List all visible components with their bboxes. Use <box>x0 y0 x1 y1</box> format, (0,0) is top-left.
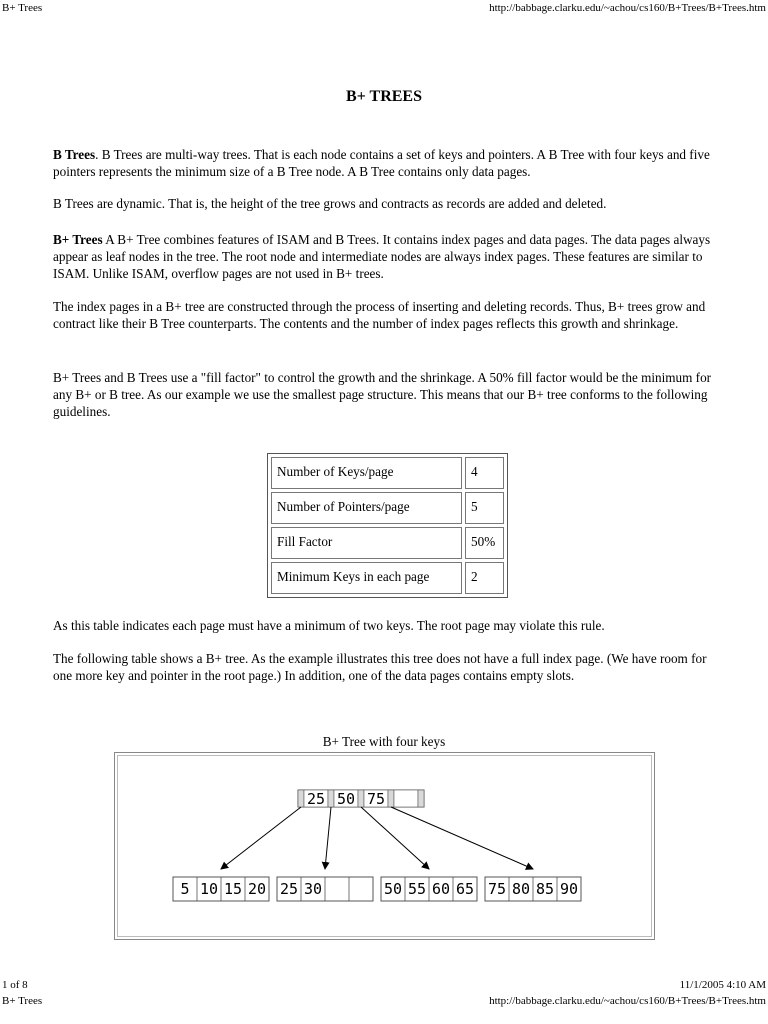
figure-caption: B+ Tree with four keys <box>322 734 446 749</box>
root-key-cell <box>394 790 418 807</box>
footer-url: http://babbage.clarku.edu/~achou/cs160/B+Trees/B+Trees.htm <box>489 995 766 1007</box>
table-cell-value: 5 <box>465 492 504 524</box>
leaf-key: 10 <box>199 880 219 898</box>
table-row <box>271 527 504 559</box>
table-row <box>271 492 504 524</box>
term-b-plus-trees: B+ Trees <box>53 232 103 247</box>
table-cell-label: Minimum Keys in each page <box>271 562 462 594</box>
page-title: B+ TREES <box>346 88 422 105</box>
table-cell-label: Number of Pointers/page <box>271 492 462 524</box>
paragraph-index-pages: The index pages in a B+ tree are constructed through the process of inserting and deleting records. Thus, B+ trees grow and contract like their B Tree counterparts. The contents and the number of index pages reflects this growth and shrinkage. <box>53 299 706 331</box>
paragraph-b-trees <box>53 146 718 180</box>
paragraph-example-tree: The following table shows a B+ tree. As the example illustrates this tree does not have a full index page. (We have room for one more key and pointer in the root page.) In addition, one of the data pages contains empty slots. <box>53 651 707 683</box>
leaf-key: 30 <box>303 880 323 898</box>
root-pointer-slot <box>358 790 364 807</box>
leaf-key: 55 <box>407 880 427 898</box>
root-key: 50 <box>336 790 356 808</box>
leaf-key: 15 <box>223 880 243 898</box>
leaf-key: 50 <box>383 880 403 898</box>
leaf-key: 25 <box>279 880 299 898</box>
header-url: http://babbage.clarku.edu/~achou/cs160/B+Trees/B+Trees.htm <box>489 2 766 14</box>
leaf-key: 85 <box>535 880 555 898</box>
header-title: B+ Trees <box>2 2 43 14</box>
table-cell-label: Fill Factor <box>271 527 462 559</box>
root-key: 25 <box>306 790 326 808</box>
paragraph-b-plus-trees <box>53 231 718 282</box>
root-pointer-slot <box>388 790 394 807</box>
root-pointer-slot <box>298 790 304 807</box>
pointer-arrow <box>221 807 301 869</box>
pointer-arrow <box>325 807 331 869</box>
guidelines-table <box>267 453 508 598</box>
pointer-arrow <box>361 807 429 869</box>
leaf-key: 5 <box>180 880 190 898</box>
pointer-arrow <box>391 807 533 869</box>
paragraph-fill-factor: B+ Trees and B Trees use a "fill factor" to control the growth and the shrinkage. A 50% fill factor would be the minimum for any B+ or B tree. As our example we use the smallest page structure. This means that our B+ tree conforms to the following guidelines. <box>53 370 712 419</box>
paragraph-minimum-keys: As this table indicates each page must have a minimum of two keys. The root page may violate this rule. <box>53 618 605 633</box>
table-cell-value: 2 <box>465 562 504 594</box>
root-pointer-slot <box>418 790 424 807</box>
term-b-trees: B Trees <box>53 147 96 162</box>
footer-page-number: 1 of 8 <box>2 979 28 991</box>
table-cell-value: 50% <box>465 527 504 559</box>
table-row <box>271 562 504 594</box>
leaf-key: 65 <box>455 880 475 898</box>
root-key: 75 <box>366 790 386 808</box>
root-pointer-slot <box>328 790 334 807</box>
table-cell-value: 4 <box>465 457 504 489</box>
leaf-key: 90 <box>559 880 579 898</box>
footer-timestamp: 11/1/2005 4:10 AM <box>679 979 766 991</box>
paragraph-text: A B+ Tree combines features of ISAM and B Trees. It contains index pages and data pages. The data pages always appear as leaf nodes in the tree. The root node and intermediate nodes are always index pages. These features are similar to ISAM. Unlike ISAM, overflow pages are not used in B+ trees. <box>53 232 711 281</box>
footer-title: B+ Trees <box>2 995 43 1007</box>
table-row <box>271 457 504 489</box>
leaf-key: 75 <box>487 880 507 898</box>
paragraph-text: . B Trees are multi-way trees. That is each node contains a set of keys and pointers. A B Tree with four keys and five pointers represents the minimum size of a B Tree node. A B Tree contains only data pages. <box>53 147 710 179</box>
leaf-key: 60 <box>431 880 451 898</box>
leaf-key: 20 <box>247 880 267 898</box>
paragraph-dynamic: B Trees are dynamic. That is, the height of the tree grows and contracts as records are added and deleted. <box>53 196 607 211</box>
table-cell-label: Number of Keys/page <box>271 457 462 489</box>
b-plus-tree-figure <box>114 752 655 940</box>
leaf-key: 80 <box>511 880 531 898</box>
b-plus-tree-diagram <box>115 753 654 939</box>
